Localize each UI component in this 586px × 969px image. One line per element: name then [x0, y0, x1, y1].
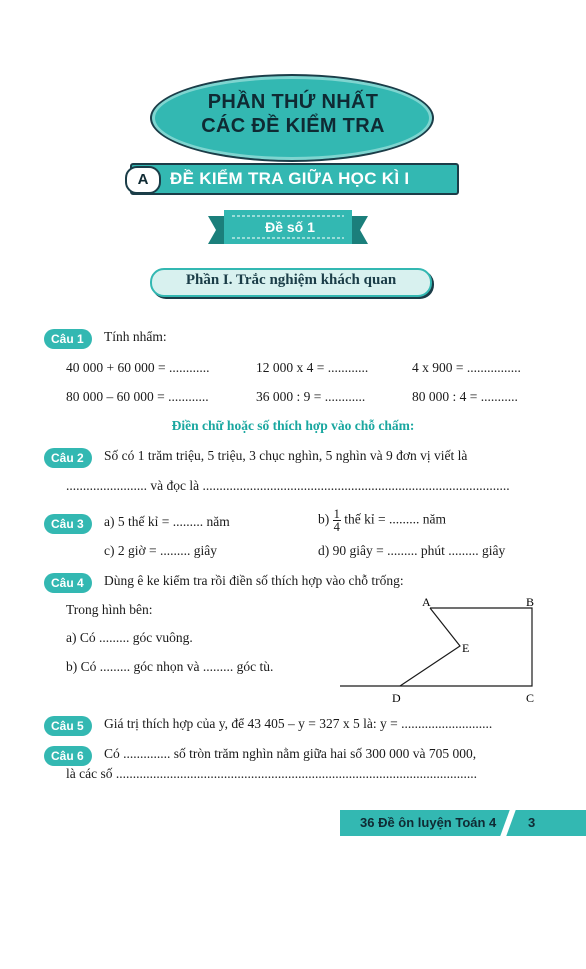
question-1-prompt: Tính nhẩm: — [104, 329, 167, 344]
question-6-badge: Câu 6 — [44, 746, 92, 766]
section-badge: A — [125, 166, 161, 194]
fraction-numerator: 1 — [333, 507, 340, 521]
vertex-label-c: C — [526, 691, 535, 705]
q3-item-b — [318, 508, 446, 533]
q1-item-1: 40 000 + 60 000 = ............ — [66, 360, 210, 375]
page-number: 3 — [528, 815, 536, 830]
footer-book-title: 36 Đề ôn luyện Toán 4 — [360, 815, 497, 830]
question-4-line2: a) Có ......... góc vuông. — [66, 630, 193, 645]
vertex-label-a: A — [422, 595, 431, 609]
question-5-text: Giá trị thích hợp của y, để 43 405 – y = 327 x 5 là: y = ........................... — [104, 716, 493, 731]
question-4-badge: Câu 4 — [44, 573, 92, 593]
q1-item-3: 4 x 900 = ................ — [412, 360, 521, 375]
section-title: ĐỀ KIỂM TRA GIỮA HỌC KÌ I — [170, 169, 410, 188]
question-4-prompt: Dùng ê ke kiểm tra rồi điền số thích hợp vào chỗ trống: — [104, 573, 404, 588]
question-2-line2: ........................ và đọc là ........................................................................................... — [66, 478, 510, 493]
q1-item-2: 12 000 x 4 = ............ — [256, 360, 369, 375]
q3-b-prefix: b) — [318, 511, 330, 527]
question-1-badge: Câu 1 — [44, 329, 92, 349]
fill-instruction: Điền chữ hoặc số thích hợp vào chỗ chấm: — [171, 418, 415, 433]
part-subheading: CÁC ĐỀ KIỂM TRA — [201, 115, 385, 137]
vertex-label-d: D — [392, 691, 401, 705]
q3-b-suffix: thế kỉ = ......... năm — [344, 511, 446, 527]
fraction-denominator: 4 — [333, 520, 340, 534]
vertex-label-e: E — [462, 641, 470, 655]
part-heading: PHẦN THỨ NHẤT — [207, 91, 379, 113]
fraction — [333, 508, 341, 533]
part-title: Phần I. Trắc nghiệm khách quan — [185, 272, 397, 288]
exam-label: Đề số 1 — [265, 219, 315, 235]
geometry-figure — [336, 594, 556, 706]
q3-item-a: a) 5 thế kỉ = ......... năm — [104, 514, 230, 529]
question-2-line1: Số có 1 trăm triệu, 5 triệu, 3 chục nghìn, 5 nghìn và 9 đơn vị viết là — [104, 448, 468, 463]
q3-item-d: d) 90 giây = ......... phút ......... giây — [318, 543, 506, 558]
question-4-line1: Trong hình bên: — [66, 602, 153, 617]
question-6-line1: Có .............. số tròn trăm nghìn nằm giữa hai số 300 000 và 705 000, — [104, 746, 477, 761]
vertex-label-b: B — [526, 595, 535, 609]
q3-item-c: c) 2 giờ = ......... giây — [104, 543, 217, 558]
q1-item-6: 80 000 : 4 = ........... — [412, 389, 518, 404]
question-6-line2: là các số ........................................................................................................... — [66, 766, 477, 781]
question-3-badge: Câu 3 — [44, 514, 92, 534]
question-5-badge: Câu 5 — [44, 716, 92, 736]
question-4-line3: b) Có ......... góc nhọn và ......... góc tù. — [66, 659, 274, 674]
question-2-badge: Câu 2 — [44, 448, 92, 468]
q1-item-4: 80 000 – 60 000 = ............ — [66, 389, 209, 404]
q1-item-5: 36 000 : 9 = ............ — [256, 389, 366, 404]
